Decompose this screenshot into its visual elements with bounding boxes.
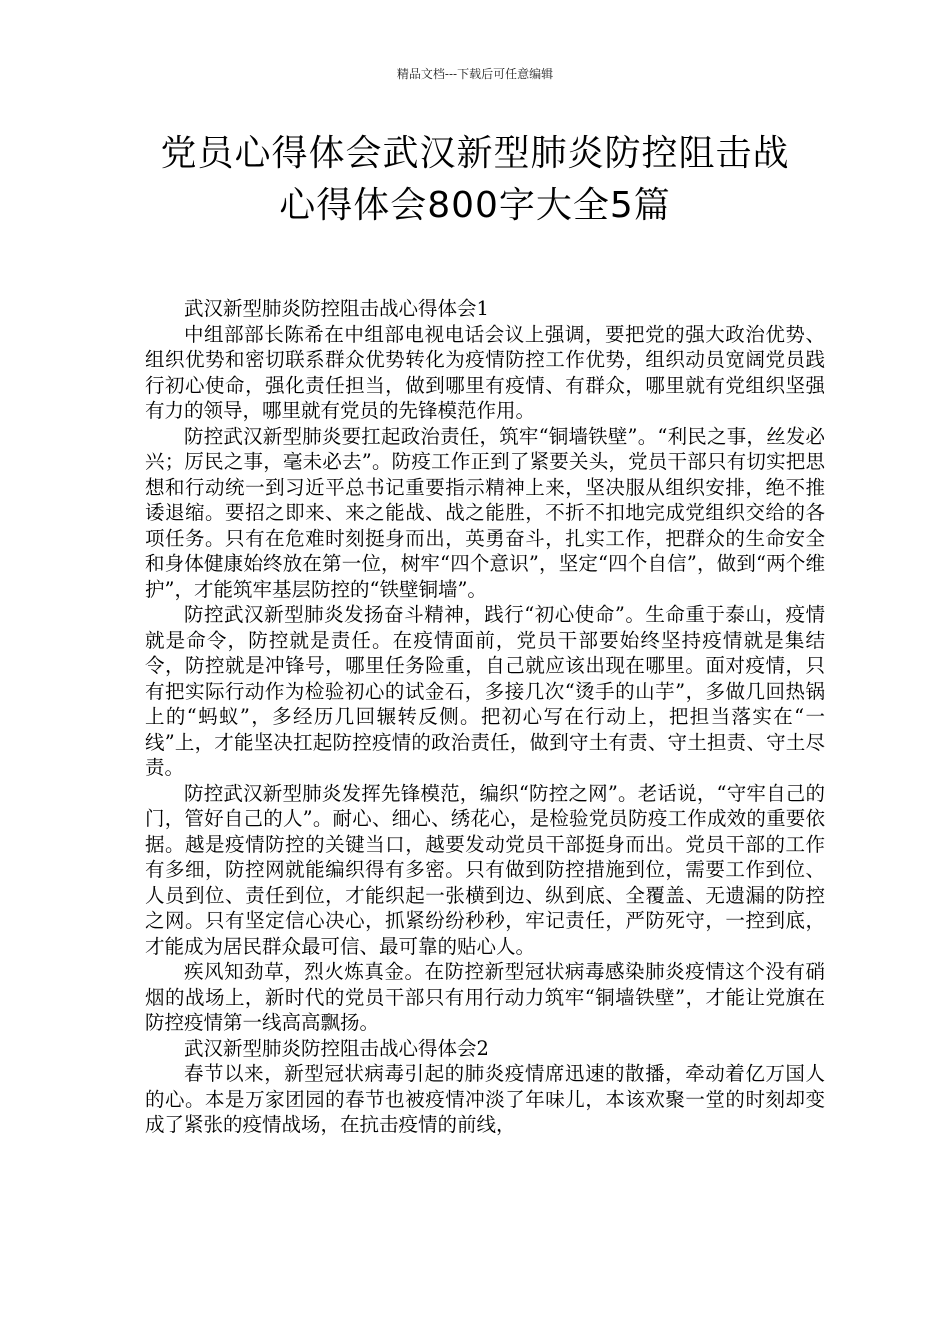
body-paragraph: 疾风知劲草，烈火炼真金。在防控新型冠状病毒感染肺炎疫情这个没有硝烟的战场上，新时代的党员干部只有用行动力筑牢“铜墙铁壁”，才能让党旗在防控疫情第一线高高飘扬。: [145, 960, 825, 1034]
body-paragraph: 中组部部长陈希在中组部电视电话会议上强调，要把党的强大政治优势、组织优势和密切联系群众优势转化为疫情防控工作优势，组织动员宽阔党员践行初心使命，强化责任担当，做到哪里有疫情、有群众，哪里就有党组织坚强有力的领导，哪里就有党员的先锋模范作用。: [145, 322, 825, 422]
document-body: [145, 296, 825, 1138]
document-title-line-2: 心得体会800字大全5篇: [279, 185, 671, 226]
body-paragraph: 防控武汉新型肺炎发扬奋斗精神，践行“初心使命”。生命重于泰山，疫情就是命令，防控就是责任。在疫情面前，党员干部要始终坚持疫情就是集结令，防控就是冲锋号，哪里任务险重，自己就应该出现在哪里。面对疫情，只有把实际行动作为检验初心的试金石，多接几次“烫手的山芋”，多做几回热锅上的“蚂蚁”，多经历几回辗转反侧。把初心写在行动上，把担当落实在“一线”上，才能坚决扛起防控疫情的政治责任，做到守土有责、守土担责、守土尽责。: [145, 603, 825, 779]
body-paragraph: 春节以来，新型冠状病毒引起的肺炎疫情席迅速的散播，牵动着亿万国人的心。本是万家团园的春节也被疫情冲淡了年味儿，本该欢聚一堂的时刻却变成了紧张的疫情战场，在抗击疫情的前线，: [145, 1062, 825, 1136]
section-heading-1: 武汉新型肺炎防控阻击战心得体会1: [184, 297, 489, 320]
body-paragraph: 防控武汉新型肺炎发挥先锋模范，编织“防控之网”。老话说，“守牢自己的门，管好自己的人”。耐心、细心、绣花心，是检验党员防疫工作成效的重要依据。越是疫情防控的关键当口，越要发动党员干部挺身而出。党员干部的工作有多细，防控网就能编织得有多密。只有做到防控措施到位，需要工作到位、人员到位、责任到位，才能织起一张横到边、纵到底、全覆盖、无遗漏的防控之网。只有坚定信心决心，抓紧纷纷秒秒，牢记责任，严防死守，一控到底，才能成为居民群众最可信、最可靠的贴心人。: [145, 781, 825, 958]
section-heading-2: 武汉新型肺炎防控阻击战心得体会2: [184, 1036, 489, 1060]
body-paragraph: 防控武汉新型肺炎要扛起政治责任，筑牢“铜墙铁壁”。“利民之事，丝发必兴；厉民之事，毫未必去”。防疫工作正到了紧要关头，党员干部只有切实把思想和行动统一到习近平总书记重要指示精神上来，坚决服从组织安排，绝不推诿退缩。要招之即来、来之能战、战之能胜，不折不扣地完成党组织交给的各项任务。只有在危难时刻挺身而出，英勇奋斗，扎实工作，把群众的生命安全和身体健康始终放在第一位，树牢“四个意识”，坚定“四个自信”，做到“两个维护”，才能筑牢基层防控的“铁壁铜墙”。: [145, 424, 825, 601]
document-title: [60, 128, 890, 232]
document-title-line-1: 党员心得体会武汉新型肺炎防控阻击战: [160, 133, 790, 174]
page-header-note: 精品文档---下载后可任意编辑: [396, 67, 554, 81]
